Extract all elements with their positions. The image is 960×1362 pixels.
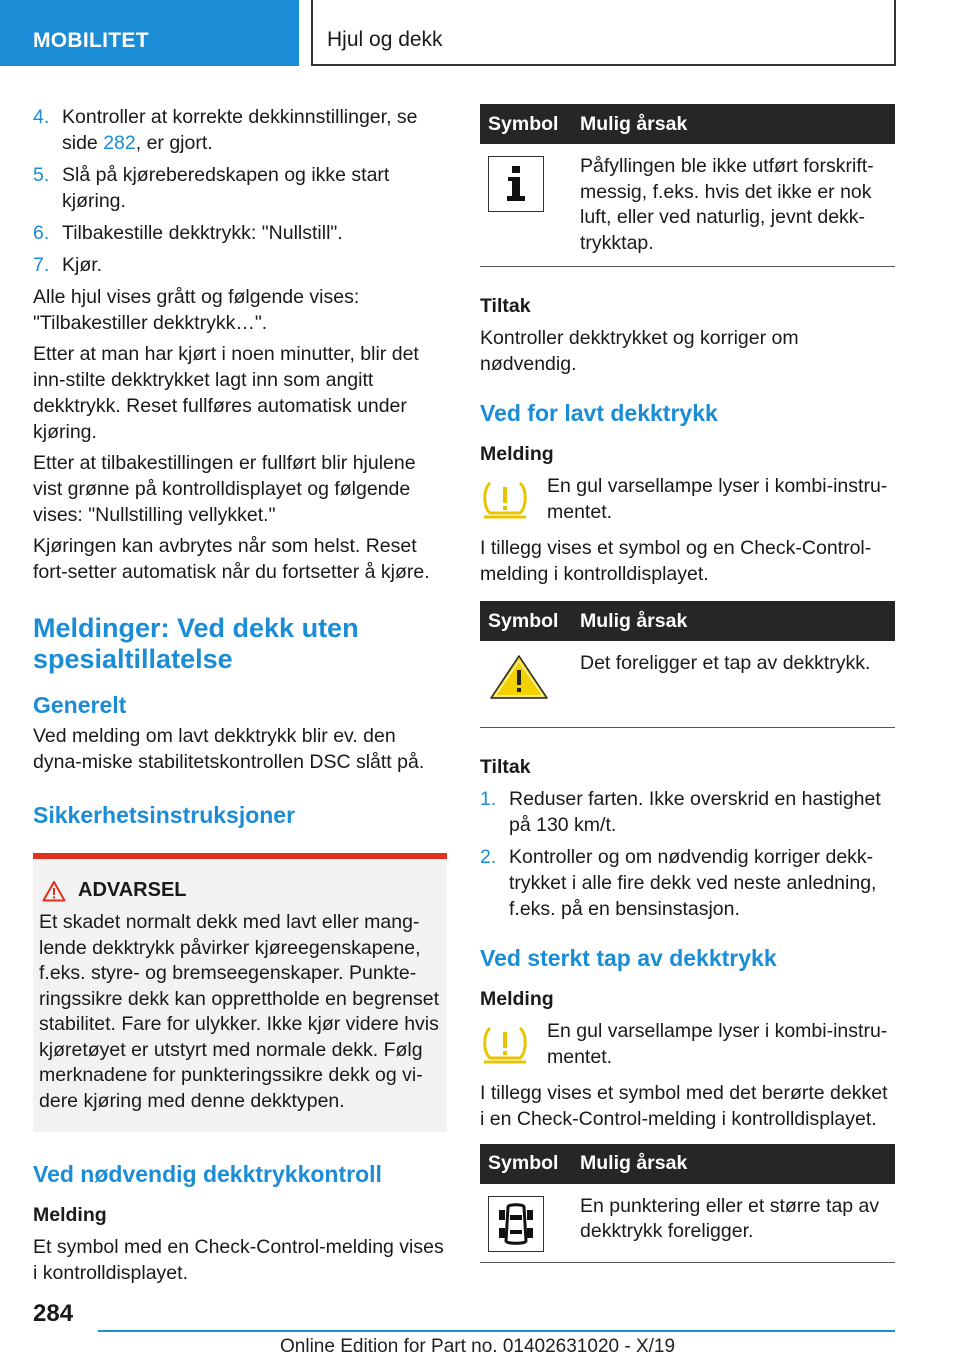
table-header-symbol: Symbol bbox=[480, 601, 572, 641]
table-header-cause: Mulig årsak bbox=[572, 601, 895, 641]
symbol-table bbox=[480, 1144, 895, 1263]
melding-label: Melding bbox=[480, 443, 554, 465]
chapter-title: Hjul og dekk bbox=[311, 0, 896, 66]
step-text: Reduser farten. Ikke overskrid en hastighet på 130 km/t. bbox=[509, 787, 881, 836]
step-number: 7. bbox=[33, 254, 50, 276]
table-row bbox=[480, 144, 895, 267]
melding-label: Melding bbox=[33, 1204, 107, 1226]
melding-text: En gul varsellampe lyser i kombi-instru-mentet. bbox=[547, 475, 888, 523]
symbol-table bbox=[480, 601, 895, 728]
step-item bbox=[33, 104, 447, 156]
tire-pressure-warning-icon bbox=[480, 1024, 530, 1064]
tiltak-label: Tiltak bbox=[480, 295, 531, 317]
warning-box bbox=[33, 853, 447, 1132]
right-column bbox=[480, 104, 895, 1263]
warning-triangle-icon bbox=[42, 880, 66, 902]
info-icon bbox=[488, 156, 544, 212]
table-cell-cause: En punktering eller et større tap av dekktrykk foreligger. bbox=[572, 1184, 895, 1263]
page-number: 284 bbox=[33, 1300, 74, 1327]
step-number: 5. bbox=[33, 164, 50, 186]
melding-row bbox=[480, 1018, 895, 1070]
step-item bbox=[33, 162, 447, 214]
paragraph: Et symbol med en Check-Control-melding vises i kontrolldisplayet. bbox=[33, 1236, 444, 1284]
paragraph: Ved melding om lavt dekktrykk blir ev. den dyna-miske stabilitetskontrollen DSC slått på. bbox=[33, 725, 425, 773]
step-item bbox=[480, 844, 895, 922]
paragraph: Kjøringen kan avbrytes når som helst. Reset fort-setter automatisk når du fortsetter å kjøre. bbox=[33, 535, 430, 583]
car-tires-icon bbox=[488, 1196, 544, 1252]
subsection-heading: Ved for lavt dekktrykk bbox=[480, 400, 718, 426]
subsection-heading: Generelt bbox=[33, 692, 127, 718]
paragraph: I tillegg vises et symbol og en Check-Control-melding i kontrolldisplayet. bbox=[480, 537, 872, 585]
footer-divider bbox=[98, 1330, 895, 1332]
paragraph: Etter at man har kjørt i noen minutter, blir det inn-stilte dekktrykket lagt inn som angitt dekktrykk. Reset fullføres automatisk under kjøring. bbox=[33, 343, 419, 443]
table-row bbox=[480, 641, 895, 727]
table-header-cause: Mulig årsak bbox=[572, 1144, 895, 1184]
subsection-heading: Sikkerhetsinstruksjoner bbox=[33, 802, 296, 828]
page-link[interactable]: 282 bbox=[103, 132, 136, 154]
step-item bbox=[33, 220, 447, 246]
step-text: Tilbakestille dekktrykk: "Nullstill". bbox=[62, 222, 343, 244]
page-header bbox=[0, 0, 960, 66]
warning-triangle-icon bbox=[488, 653, 550, 701]
left-column bbox=[33, 104, 447, 1291]
subsection-heading: Ved nødvendig dekktrykkontroll bbox=[33, 1161, 382, 1187]
step-number: 1. bbox=[480, 787, 497, 810]
step-item bbox=[33, 252, 447, 278]
tiltak-label: Tiltak bbox=[480, 755, 531, 778]
step-text: Kjør. bbox=[62, 254, 103, 276]
paragraph: Etter at tilbakestillingen er fullført blir hjulene vist grønne på kontrolldisplayet og følgende vises: "Nullstilling vellykket." bbox=[33, 452, 416, 526]
warning-header bbox=[39, 879, 441, 902]
melding-label: Melding bbox=[480, 987, 554, 1010]
warning-label: ADVARSEL bbox=[78, 879, 187, 901]
table-cell-cause: Påfyllingen ble ikke utført forskrift-messig, f.eks. hvis det ikke er nok luft, eller ved naturlig, jevnt dekk-trykktap. bbox=[572, 144, 895, 267]
step-item bbox=[480, 786, 895, 838]
table-header-symbol: Symbol bbox=[480, 1144, 572, 1184]
table-header-symbol: Symbol bbox=[480, 104, 572, 144]
section-tab: MOBILITET bbox=[0, 0, 299, 66]
edition-text: Online Edition for Part no. 01402631020 - X/19 bbox=[280, 1336, 676, 1357]
tire-pressure-warning-icon bbox=[480, 479, 530, 519]
table-row bbox=[480, 1184, 895, 1263]
symbol-table bbox=[480, 104, 895, 267]
subsection-heading: Ved sterkt tap av dekktrykk bbox=[480, 944, 777, 971]
section-heading: Meldinger: Ved dekk uten spesialtillatelse bbox=[33, 613, 359, 674]
melding-text: En gul varsellampe lyser i kombi-instru-mentet. bbox=[547, 1019, 888, 1068]
step-text: Kontroller og om nødvendig korriger dekk-trykket i alle fire dekk ved neste anledning, f.eks. på en bensinstasjon. bbox=[509, 845, 877, 920]
step-number: 6. bbox=[33, 222, 50, 244]
table-header-cause: Mulig årsak bbox=[572, 104, 895, 144]
paragraph: I tillegg vises et symbol med det berørte dekket i en Check-Control-melding i kontrolldisplayet. bbox=[480, 1081, 888, 1130]
step-number: 2. bbox=[480, 845, 497, 868]
warning-text: Et skadet normalt dekk med lavt eller mang-lende dekktrykk påvirker kjøreegenskapene, f.eks. styre- og bremseegenskaper. Punkte-ringssikre dekk kan opprettholde en begrenset stabilitet. Fare for ulykker. Ikke kjør videre hvis kjøretøyet er utstyrt med normale dekk. Følg merknadene for punkteringssikre dekk og vi-dere kjøring med denne dekktypen. bbox=[39, 911, 439, 1112]
table-cell-cause: Det foreligger et tap av dekktrykk. bbox=[572, 641, 895, 727]
melding-row bbox=[480, 473, 895, 525]
page-footer bbox=[0, 1300, 960, 1362]
step-text: Kontroller at korrekte dekkinnstillinger, se side 282, er gjort. bbox=[62, 106, 418, 154]
paragraph: Kontroller dekktrykket og korriger om nødvendig. bbox=[480, 327, 799, 375]
step-text: Slå på kjøreberedskapen og ikke start kjøring. bbox=[62, 164, 390, 212]
step-number: 4. bbox=[33, 106, 50, 128]
paragraph: Alle hjul vises grått og følgende vises: "Tilbakestiller dekktrykk…". bbox=[33, 286, 360, 334]
